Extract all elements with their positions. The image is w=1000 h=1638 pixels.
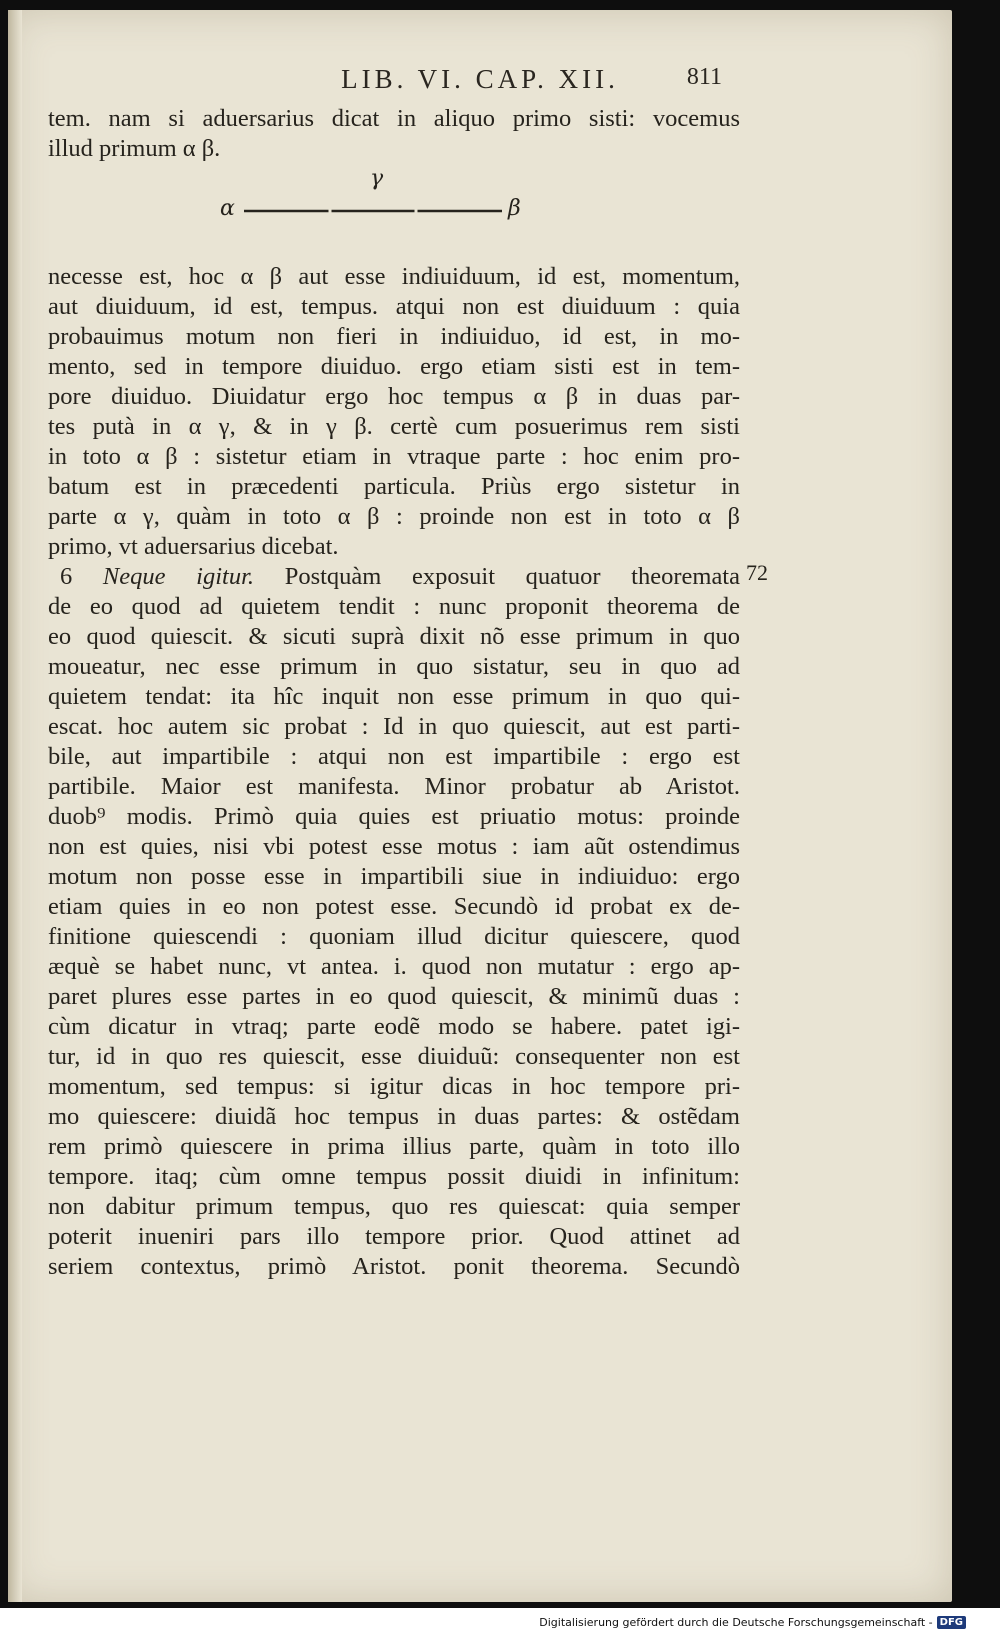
text-line: illud primum α β. bbox=[48, 135, 221, 162]
text-line: necesse est, hoc α β aut esse indiuiduum, id est, momentum, bbox=[48, 263, 740, 290]
text-line: mento, sed in tempore diuiduo. ergo etiam sisti est in tem- bbox=[48, 353, 740, 380]
text-line: paret plures esse partes in eo quod quiescit, & minimũ duas : bbox=[48, 983, 740, 1010]
credit-text: Digitalisierung gefördert durch die Deutsche Forschungsgemeinschaft - bbox=[539, 1615, 933, 1629]
text-line: æquè se habet nunc, vt antea. i. quod non mutatur : ergo ap- bbox=[48, 953, 740, 980]
text-line: primo, vt aduersarius dicebat. bbox=[48, 533, 339, 560]
text-line: duob⁹ modis. Primò quia quies est priuatio motus: proinde bbox=[48, 803, 740, 830]
text-block-1 bbox=[48, 104, 740, 164]
text-line: tempore. itaq; cùm omne tempus possit diuidi in infinitum: bbox=[48, 1163, 740, 1190]
text-line: etiam quies in eo non potest esse. Secundò id probat ex de- bbox=[48, 893, 740, 920]
text-line: aut diuiduum, id est, tempus. atqui non est diuiduum : quia bbox=[48, 293, 740, 320]
diagram-label-gamma: γ bbox=[370, 166, 384, 191]
text-line: moueatur, nec esse primum in quo sistatur, seu in quo ad bbox=[48, 653, 740, 680]
text-block-2 bbox=[48, 262, 740, 562]
text-line: non est quies, nisi vbi potest esse motus : iam aũt ostendimus bbox=[48, 833, 740, 860]
margin-note-number: 72 bbox=[746, 560, 768, 585]
text-line: quietem tendat: ita hîc inquit non esse primum in quo qui- bbox=[48, 683, 740, 710]
text-line: tes putà in α γ, & in γ β. certè cum posuerimus rem sisti bbox=[48, 413, 740, 440]
text-line: finitione quiescendi : quoniam illud dicitur quiescere, quod bbox=[48, 923, 740, 950]
text-line: partibile. Maior est manifesta. Minor probatur ab Aristot. bbox=[48, 773, 740, 800]
text-line: mo quiescere: diuidã hoc tempus in duas partes: & ostẽdam bbox=[48, 1103, 740, 1130]
digitization-credit bbox=[539, 1612, 966, 1632]
text-line: eo quod quiescit. & sicuti suprà dixit nõ esse primum in quo bbox=[48, 623, 740, 650]
text-line: bile, aut impartibile : atqui non est impartibile : ergo est bbox=[48, 743, 740, 770]
text-line: escat. hoc autem sic probat : Id in quo quiescit, aut est parti- bbox=[48, 713, 740, 740]
page-number: 811 bbox=[686, 64, 722, 90]
text-line: cùm dicatur in vtraq; parte eodẽ modo se habere. patet igi- bbox=[48, 1013, 740, 1040]
line-segment-diagram bbox=[220, 166, 540, 230]
text-line: motum non posse esse in impartibili siue in indiuiduo: ergo bbox=[48, 863, 740, 890]
diagram-segment bbox=[244, 208, 504, 214]
text-line: parte α γ, quàm in toto α β : proinde non est in toto α β bbox=[48, 503, 740, 530]
dfg-logo: DFG bbox=[937, 1616, 966, 1629]
text-line: pore diuiduo. Diuidatur ergo hoc tempus α β in duas par- bbox=[48, 383, 740, 410]
text-line: momentum, sed tempus: si igitur dicas in hoc tempore pri- bbox=[48, 1073, 740, 1100]
diagram-label-beta: β bbox=[508, 196, 521, 221]
text-block-3 bbox=[48, 562, 740, 1282]
text-line: tur, id in quo res quiescit, esse diuiduũ: consequenter non est bbox=[48, 1043, 740, 1070]
diagram-label-alpha: α bbox=[220, 196, 235, 221]
text-line: seriem contextus, primò Aristot. ponit theorema. Secundò bbox=[48, 1253, 740, 1280]
section-number: 6 bbox=[60, 563, 73, 590]
page-gutter-shadow bbox=[8, 10, 22, 1602]
running-head: LIB. VI. CAP. XII. bbox=[341, 64, 619, 94]
text-line: de eo quod ad quietem tendit : nunc proponit theorema de bbox=[48, 593, 740, 620]
text-line: in toto α β : sistetur etiam in vtraque parte : hoc enim pro- bbox=[48, 443, 740, 470]
text-line: poterit inueniri pars illo tempore prior. Quod attinet ad bbox=[48, 1223, 740, 1250]
text-line: Postquàm exposuit quatuor theoremata bbox=[284, 563, 740, 590]
section-lemma: Neque igitur. bbox=[102, 563, 255, 590]
text-line: rem primò quiescere in prima illius parte, quàm in toto illo bbox=[48, 1133, 740, 1160]
text-line: probauimus motum non fieri in indiuiduo, id est, in mo- bbox=[48, 323, 740, 350]
text-line: tem. nam si aduersarius dicat in aliquo primo sisti: vocemus bbox=[48, 105, 740, 132]
text-line: batum est in præcedenti particula. Priùs ergo sistetur in bbox=[48, 473, 740, 500]
section-first-line bbox=[48, 562, 740, 592]
text-line: non dabitur primum tempus, quo res quiescat: quia semper bbox=[48, 1193, 740, 1220]
